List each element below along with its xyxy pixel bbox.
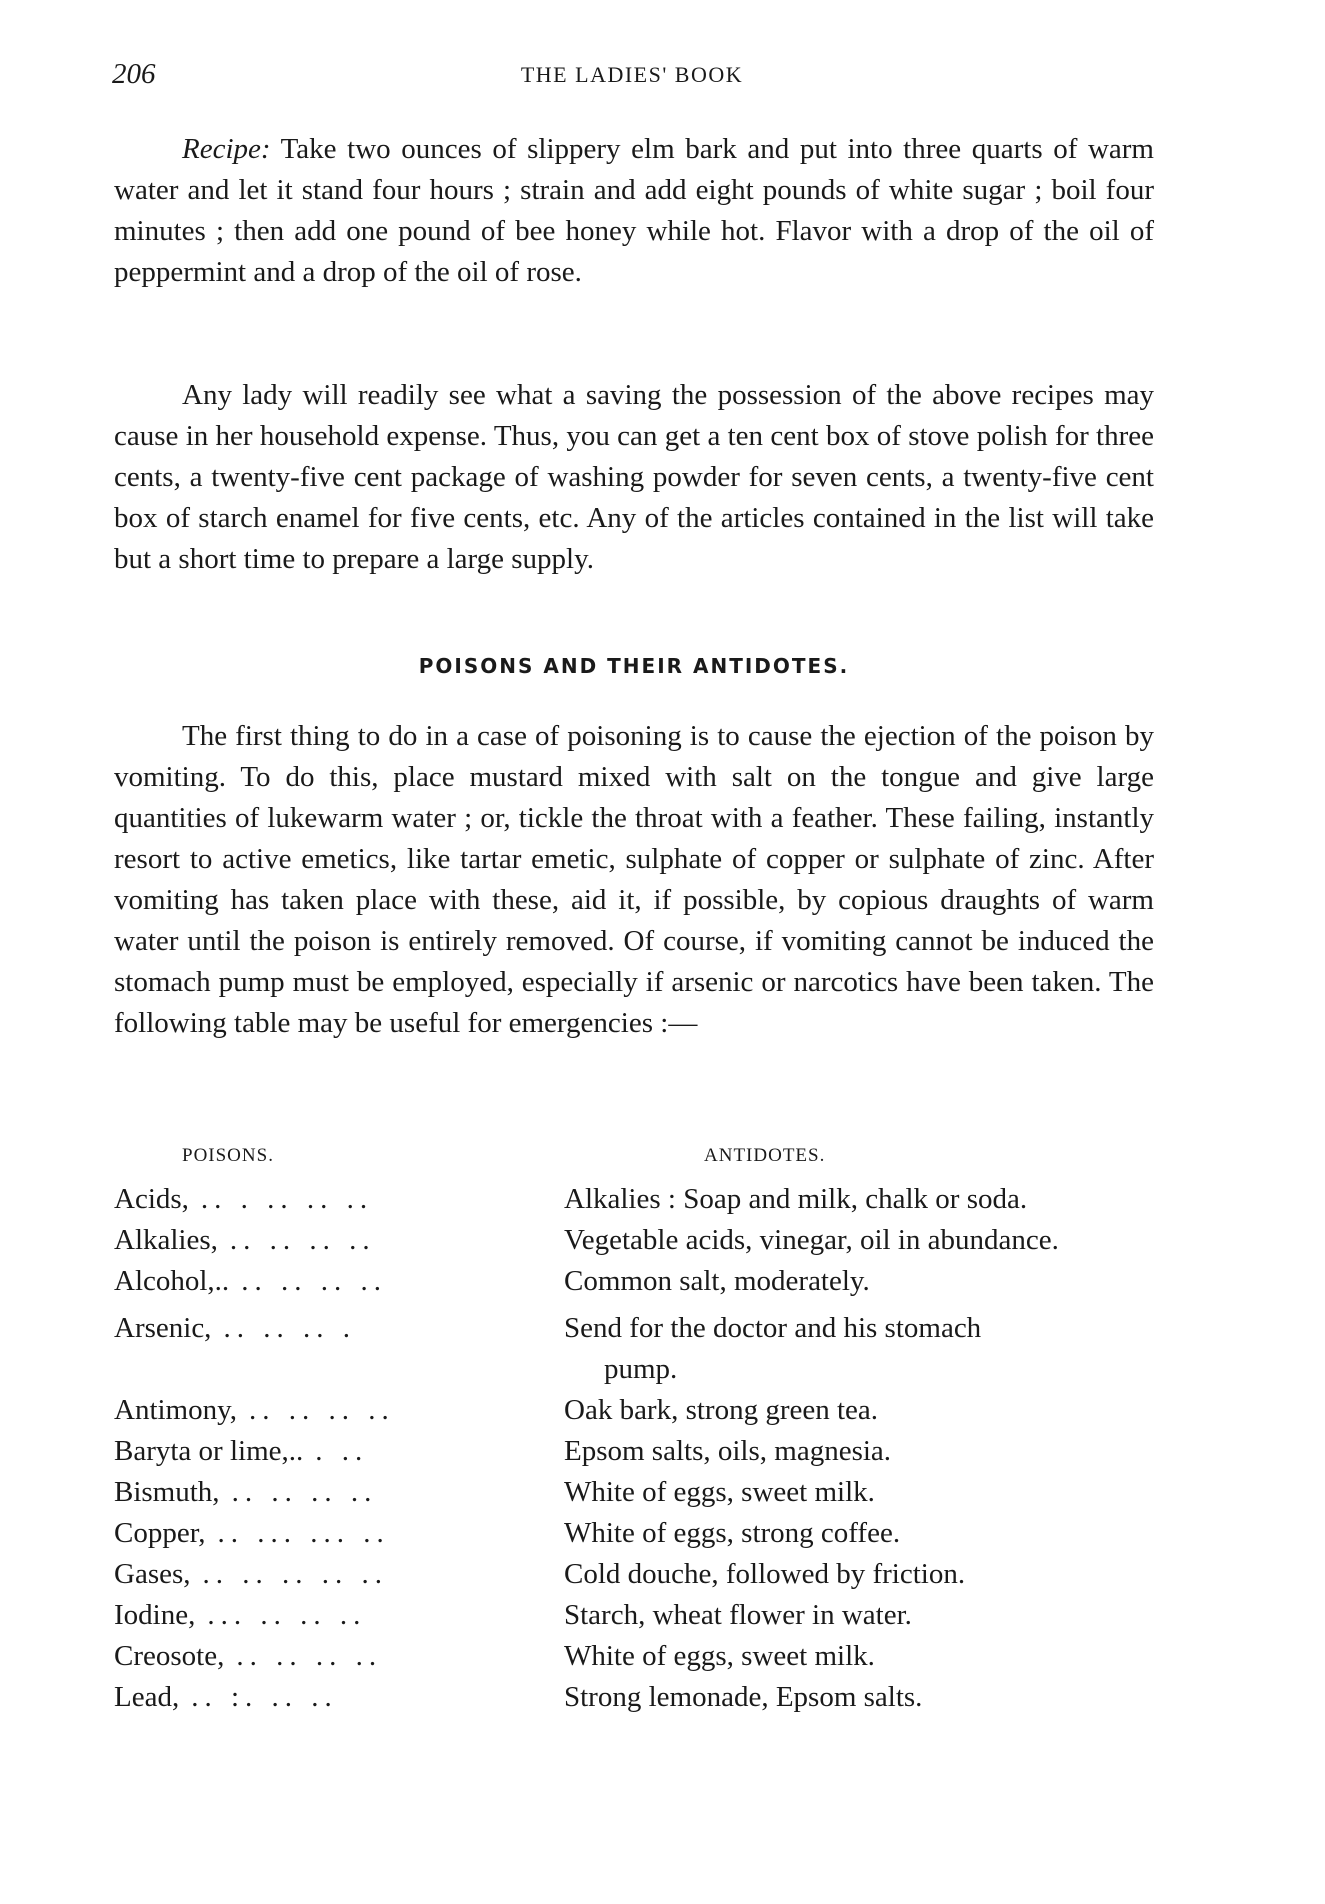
poison-name: Baryta or lime,.. [114,1435,304,1467]
antidote-cell [564,1308,1154,1390]
antidote-cell: Starch, wheat flower in water. [564,1599,912,1631]
recipe-paragraph [114,129,1154,293]
antidote-cell: Common salt, moderately. [564,1265,870,1297]
table-row [114,1513,1154,1554]
page-number: 206 [112,58,156,90]
leader-dots: .. .. .. .. [248,1394,395,1426]
antidote-cell: Epsom salts, oils, magnesia. [564,1435,892,1467]
leader-dots: .. .. .. . [223,1312,356,1344]
poison-name: Acids, [114,1183,189,1215]
leader-dots: .. :. .. .. [191,1681,338,1713]
table-row [114,1261,1154,1302]
poison-cell [114,1513,534,1554]
poison-cell [114,1472,534,1513]
poison-name: Antimony, [114,1394,237,1426]
poison-name: Copper, [114,1517,206,1549]
poison-name: Creosote, [114,1640,225,1672]
antidote-cell: White of eggs, sweet milk. [564,1476,875,1508]
antidote-cell: Strong lemonade, Epsom salts. [564,1681,923,1713]
poison-cell [114,1261,534,1302]
antidote-text: Send for the doctor and his stomach [564,1312,982,1344]
poison-cell [114,1677,534,1718]
table-row [114,1431,1154,1472]
page-header [112,58,1152,98]
poison-name: Iodine, [114,1599,196,1631]
poison-name: Lead, [114,1681,180,1713]
antidote-cell: Cold douche, followed by friction. [564,1558,966,1590]
leader-dots: .. .. .. .. [229,1224,376,1256]
poison-cell [114,1220,534,1261]
table-row [114,1308,1154,1390]
poison-name: Arsenic, [114,1312,212,1344]
poison-cell [114,1308,534,1390]
recipe-label: Recipe: [182,133,271,165]
table-row [114,1472,1154,1513]
antidote-continuation: pump. [604,1353,678,1385]
antidote-cell: Alkalies : Soap and milk, chalk or soda. [564,1183,1028,1215]
running-head: THE LADIES' BOOK [520,62,744,87]
leader-dots: .. .. .. .. .. [202,1558,389,1590]
section-heading: POISONS AND THEIR ANTIDOTES. [418,654,850,678]
table-row [114,1554,1154,1595]
leader-dots: .. .. .. .. [236,1640,383,1672]
table-row [114,1220,1154,1261]
leader-dots: .. .. .. .. [241,1265,387,1297]
poison-cell [114,1554,534,1595]
table-rows [114,1179,1154,1718]
leader-dots: .. . .. .. .. [200,1183,374,1215]
antidote-cell: Vegetable acids, vinegar, oil in abundance. [564,1224,1059,1256]
savings-paragraph: Any lady will readily see what a saving the possession of the above recipes may cause in her household expense. Thus, you can get a ten cent box of stove polish for three cents, a twenty-five cent package of washing powder for seven cents, a twenty-five cent box of starch enamel for five cents, etc. Any of the articles contained in the list will take but a short time to prepare a large supply. [114,379,1154,575]
antidote-cell: Oak bark, strong green tea. [564,1394,879,1426]
poisoning-intro-paragraph: The first thing to do in a case of poisoning is to cause the ejection of the poison by vomiting. To do this, place mustard mixed with salt on the tongue and give large quantities of lukewarm water ; or, tickle the throat with a feather. These failing, instantly resort to active emetics, like tartar emetic, sulphate of copper or sulphate of zinc. After vomiting has taken place with these, aid it, if possible, by copious draughts of warm water until the poison is entirely removed. Of course, if vomiting cannot be induced the stomach pump must be employed, especially if arsenic or narcotics have been taken. The following table may be useful for emergencies :— [114,720,1154,1039]
poison-cell [114,1431,534,1472]
leader-dots: .. .. .. .. [231,1476,378,1508]
leader-dots: .. ... ... .. [217,1517,390,1549]
antidote-cell: White of eggs, strong coffee. [564,1517,901,1549]
recipe-text: Take two ounces of slippery elm bark and put into three quarts of warm water and let it stand four hours ; strain and add eight pounds of white sugar ; boil four minutes ; then add one pound of bee honey while hot. Flavor with a drop of the oil of peppermint and a drop of the oil of rose. [114,133,1154,288]
poison-name: Bismuth, [114,1476,220,1508]
table-row [114,1677,1154,1718]
poison-cell [114,1390,534,1431]
antidote-cell: White of eggs, sweet milk. [564,1640,875,1672]
antidotes-column-header: ANTIDOTES. [704,1145,826,1166]
poison-name: Gases, [114,1558,191,1590]
poison-cell [114,1179,534,1220]
poison-name: Alkalies, [114,1224,218,1256]
poison-cell [114,1595,534,1636]
poisons-column-header: POISONS. [182,1145,274,1166]
table-row [114,1179,1154,1220]
poison-cell [114,1636,534,1677]
leader-dots: . .. [315,1435,369,1467]
poison-name: Alcohol,.. [114,1265,230,1297]
leader-dots: ... .. .. .. [207,1599,367,1631]
table-row [114,1595,1154,1636]
table-row [114,1390,1154,1431]
table-row [114,1636,1154,1677]
